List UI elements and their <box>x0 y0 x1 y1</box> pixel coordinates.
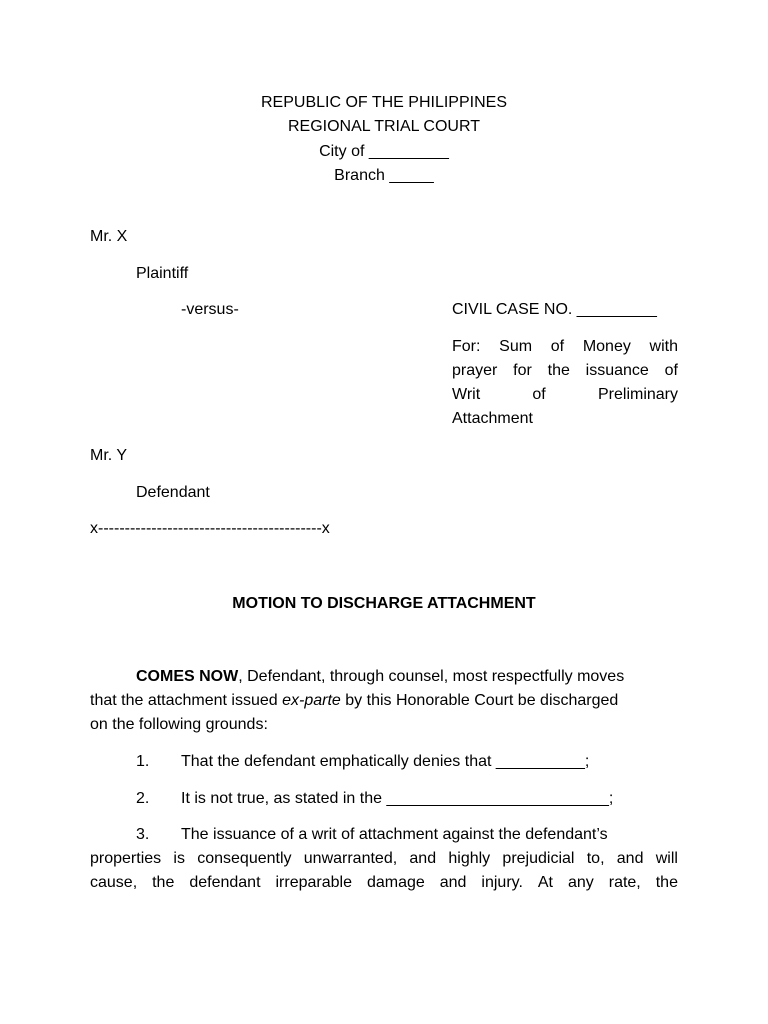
ground-continuation-word: damage <box>366 874 425 891</box>
ground-continuation-word: is <box>173 850 185 867</box>
ground-continuation-word: consequently <box>197 850 292 867</box>
ground-continuation-word: and <box>439 874 467 891</box>
case-nature-word: issuance <box>585 362 649 379</box>
ground-continuation-word: defendant <box>189 874 261 891</box>
ground-continuation-word: properties <box>90 850 162 867</box>
intro-text: that the attachment issued <box>90 692 283 709</box>
case-nature-word: Money <box>582 338 631 355</box>
case-nature-word: for <box>513 362 532 379</box>
defendant-label: Defendant <box>136 484 210 501</box>
ground-text: It is not true, as stated in the _________________________; <box>181 790 614 807</box>
ground-text: The issuance of a writ of attachment against the defendant’s <box>181 826 608 843</box>
plaintiff-name: Mr. X <box>90 228 128 245</box>
defendant-name: Mr. Y <box>90 447 128 464</box>
civil-case-number: CIVIL CASE NO. _________ <box>452 301 657 318</box>
intro-line-3: on the following grounds: <box>90 716 268 733</box>
ground-continuation-word: rate, <box>608 874 641 891</box>
case-nature-line <box>452 386 678 404</box>
case-nature-word: Writ <box>452 386 481 403</box>
case-nature-word: For: <box>452 338 481 355</box>
ground-continuation-word: irreparable <box>275 874 352 891</box>
document-title: MOTION TO DISCHARGE ATTACHMENT <box>232 595 536 612</box>
case-nature-word: of <box>532 386 546 403</box>
intro-line-1 <box>136 668 624 686</box>
ground-continuation-line <box>90 850 678 868</box>
case-nature-line <box>452 338 678 356</box>
case-nature-word: prayer <box>452 362 498 379</box>
plaintiff-label: Plaintiff <box>136 265 189 282</box>
ground-continuation-word: At <box>537 874 553 891</box>
case-nature-word: Attachment <box>452 410 533 427</box>
case-nature-word: Preliminary <box>597 386 678 403</box>
ground-number: 1. <box>136 753 150 770</box>
intro-ex-parte: ex-parte <box>282 692 341 709</box>
ground-continuation-word: to, <box>586 850 605 867</box>
ground-continuation-word: injury. <box>481 874 523 891</box>
ground-continuation-word: prejudicial <box>502 850 575 867</box>
ground-continuation-word: the <box>152 874 175 891</box>
case-nature-word: the <box>547 362 570 379</box>
case-nature-word: of <box>664 362 678 379</box>
versus-label: -versus- <box>181 301 239 318</box>
ground-continuation-word: unwarranted, <box>303 850 398 867</box>
court-header-republic: REPUBLIC OF THE PHILIPPINES <box>261 94 507 111</box>
ground-text: That the defendant emphatically denies that __________; <box>181 753 590 770</box>
court-header-branch: Branch _____ <box>334 167 434 184</box>
intro-text: by this Honorable Court be discharged <box>340 692 619 709</box>
case-nature-word: Sum <box>499 338 533 355</box>
court-header-rtc: REGIONAL TRIAL COURT <box>287 118 481 135</box>
court-header-city: City of _________ <box>319 143 449 160</box>
intro-lead-rest: , Defendant, through counsel, most respectfully moves <box>238 668 625 685</box>
ground-continuation-word: and <box>409 850 437 867</box>
ground-continuation-word: cause, <box>90 874 138 891</box>
ground-continuation-word: and <box>616 850 644 867</box>
intro-line-2 <box>90 692 618 710</box>
ground-number: 3. <box>136 826 150 843</box>
ground-continuation-word: the <box>655 874 678 891</box>
intro-lead: COMES NOW <box>136 668 239 685</box>
caption-separator: x------------------------------------------x <box>90 520 330 537</box>
ground-continuation-word: highly <box>448 850 491 867</box>
ground-continuation-word: any <box>567 874 594 891</box>
ground-continuation-line <box>90 874 678 892</box>
ground-continuation-word: will <box>655 850 678 867</box>
case-nature-word: of <box>550 338 565 355</box>
ground-number: 2. <box>136 790 150 807</box>
case-nature-word: with <box>649 338 678 355</box>
case-nature-line <box>452 362 678 380</box>
